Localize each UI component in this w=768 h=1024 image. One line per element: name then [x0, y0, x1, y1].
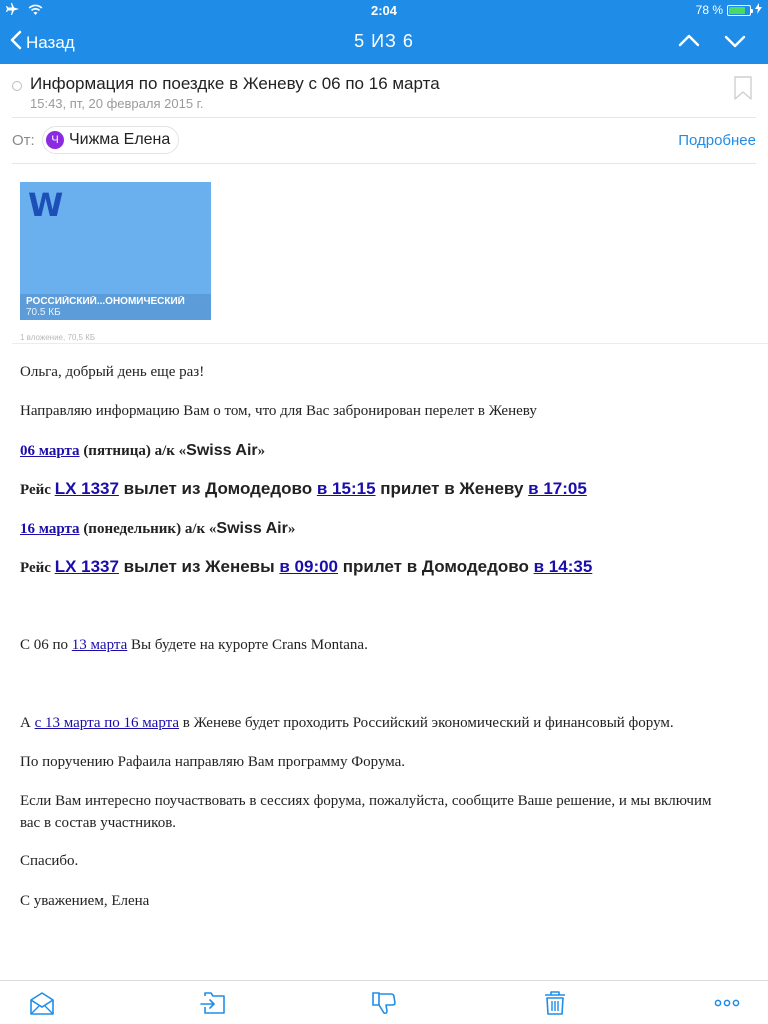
attachment-size: 70.5 КБ: [26, 307, 61, 318]
sender-chip[interactable]: [42, 126, 179, 154]
email-subject: Информация по поездке в Женеву с 06 по 16 марта: [30, 74, 440, 93]
leg2-date-link[interactable]: 16 марта: [20, 521, 80, 537]
subject-row: [12, 64, 756, 118]
battery-icon: [727, 5, 751, 16]
bottom-toolbar: [0, 980, 768, 1024]
greeting: Ольга, добрый день еще раз!: [20, 364, 205, 380]
resort-pre: С 06 по: [20, 637, 72, 653]
leg1-date-link[interactable]: 06 марта: [20, 443, 80, 459]
battery-percent: 78 %: [695, 3, 723, 17]
leg1-departure-time-link[interactable]: в 15:15: [316, 479, 376, 498]
email-meta: [0, 64, 768, 164]
resort-post: Вы будете на курорте Crans Montana.: [127, 637, 368, 653]
airline-close: »: [257, 443, 266, 459]
details-link[interactable]: Подробнее: [678, 132, 756, 149]
thanks-line: Спасибо.: [20, 853, 79, 869]
move-to-folder-icon[interactable]: [199, 990, 227, 1016]
forum-pre: А: [20, 715, 35, 731]
signature: С уважением, Елена: [20, 893, 150, 909]
leg2-arrival-time-link[interactable]: в 14:35: [533, 557, 593, 576]
avatar: Ч: [46, 131, 64, 149]
word-doc-icon: W: [28, 186, 64, 224]
more-icon[interactable]: [713, 990, 741, 1016]
participate-paragraph: Если Вам интересно поучаствовать в сессиях форума, пожалуйста, сообщите Ваше решение, и мы включим вас в состав участников.: [20, 793, 712, 831]
sender-name: Чижма Елена: [69, 131, 171, 148]
forum-post: в Женеве будет проходить Российский экономический и финансовый форум.: [179, 715, 674, 731]
bookmark-icon[interactable]: [734, 76, 752, 105]
intro-paragraph: Направляю информацию Вам о том, что для Вас забронирован перелет в Женеву: [20, 403, 537, 419]
read-status-dot[interactable]: [12, 81, 22, 91]
leg2-departure-text: вылет из Женевы: [118, 557, 280, 576]
leg2-arrival-text: прилет в Домодедово: [338, 557, 534, 576]
forum-dates-link[interactable]: с 13 марта по 16 марта: [34, 715, 180, 731]
trash-icon[interactable]: [541, 990, 569, 1016]
attachment-summary: 1 вложение, 70,5 КБ: [20, 333, 96, 342]
leg1-day: (пятница) а/к «: [79, 443, 187, 459]
attachment-label: [20, 294, 211, 320]
leg1-departure-text: вылет из Домодедово: [118, 479, 317, 498]
app-header: [0, 0, 768, 64]
battery-level: [729, 7, 745, 14]
leg2-departure-time-link[interactable]: в 09:00: [279, 557, 339, 576]
attachment-tile[interactable]: [20, 182, 211, 320]
mark-unread-icon[interactable]: [28, 990, 56, 1016]
forum-paragraph: [20, 715, 674, 732]
airline-name: Swiss Air: [216, 520, 288, 537]
from-row: [12, 118, 756, 164]
flight-number-link[interactable]: LX 1337: [54, 557, 119, 576]
resort-date-link[interactable]: 13 марта: [71, 637, 128, 653]
from-label: От:: [12, 132, 35, 149]
leg1-arrival-text: прилет в Женеву: [375, 479, 529, 498]
status-time: 2:04: [370, 3, 398, 18]
leg1-arrival-time-link[interactable]: в 17:05: [528, 479, 587, 498]
spam-icon[interactable]: [370, 990, 398, 1016]
program-paragraph: По поручению Рафаила направляю Вам программу Форума.: [20, 754, 406, 770]
message-nav-arrows: [678, 28, 746, 59]
divider: [12, 343, 768, 344]
flight-leg-2-header: [20, 520, 295, 538]
leg2-day: (понедельник) а/к «: [79, 521, 217, 537]
back-label: Назад: [26, 32, 75, 52]
resort-paragraph: [20, 637, 368, 654]
chevron-up-icon[interactable]: [678, 28, 700, 59]
chevron-down-icon[interactable]: [724, 28, 746, 59]
email-date: 15:43, пт, 20 февраля 2015 г.: [30, 96, 204, 111]
flight-leg-2-details: [20, 557, 592, 577]
reys-label: Рейс: [20, 482, 55, 498]
attachment-name: РОССИЙСКИЙ...ОНОМИЧЕСКИЙ: [26, 296, 185, 307]
nav-bar: [0, 20, 768, 64]
status-bar: [0, 0, 768, 20]
charging-icon: [755, 3, 762, 17]
flight-leg-1-details: [20, 479, 587, 499]
flight-number-link[interactable]: LX 1337: [54, 479, 119, 498]
airline-close: »: [287, 521, 296, 537]
airline-name: Swiss Air: [186, 442, 258, 459]
reys-label: Рейс: [20, 560, 55, 576]
message-counter: 5 ИЗ 6: [354, 31, 414, 51]
status-right: [696, 3, 762, 17]
flight-leg-1-header: [20, 442, 265, 460]
